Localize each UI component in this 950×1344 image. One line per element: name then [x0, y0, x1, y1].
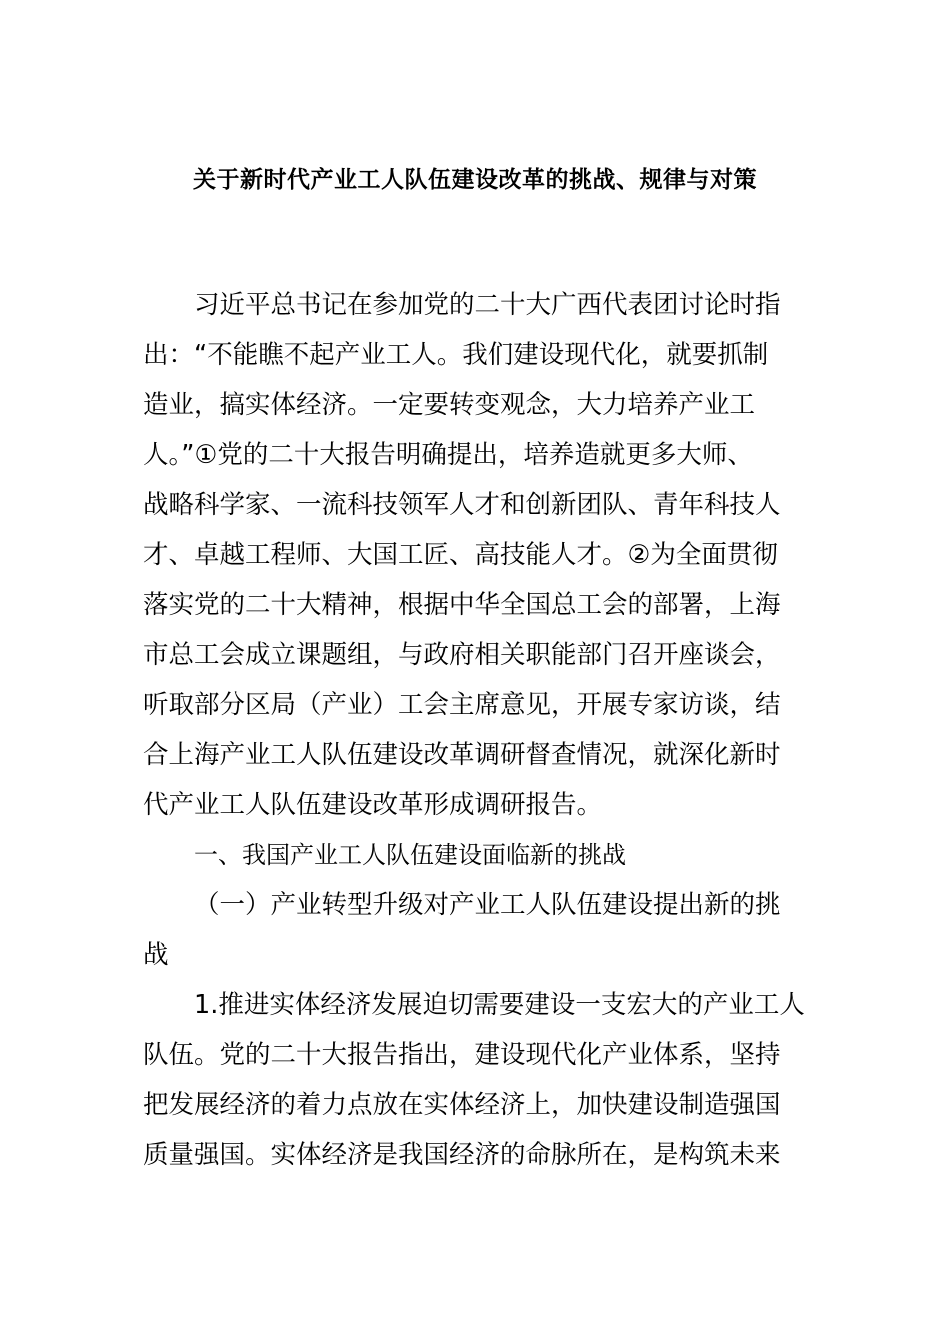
text-line: 人。”①党的二十大报告明确提出，培养造就更多大师、: [143, 440, 753, 470]
text-line: 才、卓越工程师、大国工匠、高技能人才。②为全面贯彻: [143, 540, 778, 570]
text-line: 队伍。党的二十大报告指出，建设现代化产业体系，坚持: [143, 1040, 781, 1070]
text-line: 听取部分区局（产业）工会主席意见，开展专家访谈，结: [143, 690, 781, 720]
text-line: 造业，搞实体经济。一定要转变观念，大力培养产业工: [143, 390, 756, 420]
text-line: 代产业工人队伍建设改革形成调研报告。: [143, 790, 603, 820]
text-line: 出：“不能瞧不起产业工人。我们建设现代化，就要抓制: [143, 340, 769, 370]
text-line: 1.推进实体经济发展迫切需要建设一支宏大的产业工人: [194, 990, 805, 1020]
text-line: 市总工会成立课题组，与政府相关职能部门召开座谈会，: [143, 640, 781, 670]
subsection-heading-cont: 战: [143, 940, 169, 970]
text-line: 习近平总书记在参加党的二十大广西代表团讨论时指: [194, 290, 781, 320]
section-heading: 一、我国产业工人队伍建设面临新的挑战: [194, 841, 626, 869]
text-line: 合上海产业工人队伍建设改革调研督查情况，就深化新时: [143, 740, 781, 770]
text-line: 战略科学家、一流科技领军人才和创新团队、青年科技人: [143, 490, 781, 520]
text-line: 把发展经济的着力点放在实体经济上，加快建设制造强国: [143, 1090, 781, 1120]
text-line: 落实党的二十大精神，根据中华全国总工会的部署，上海: [143, 590, 781, 620]
document-body: [143, 280, 807, 1180]
text-line: 质量强国。实体经济是我国经济的命脉所在，是构筑未来: [143, 1140, 781, 1170]
subsection-heading: （一）产业转型升级对产业工人队伍建设提出新的挑: [194, 890, 781, 920]
document-title: 关于新时代产业工人队伍建设改革的挑战、规律与对策: [193, 167, 757, 193]
